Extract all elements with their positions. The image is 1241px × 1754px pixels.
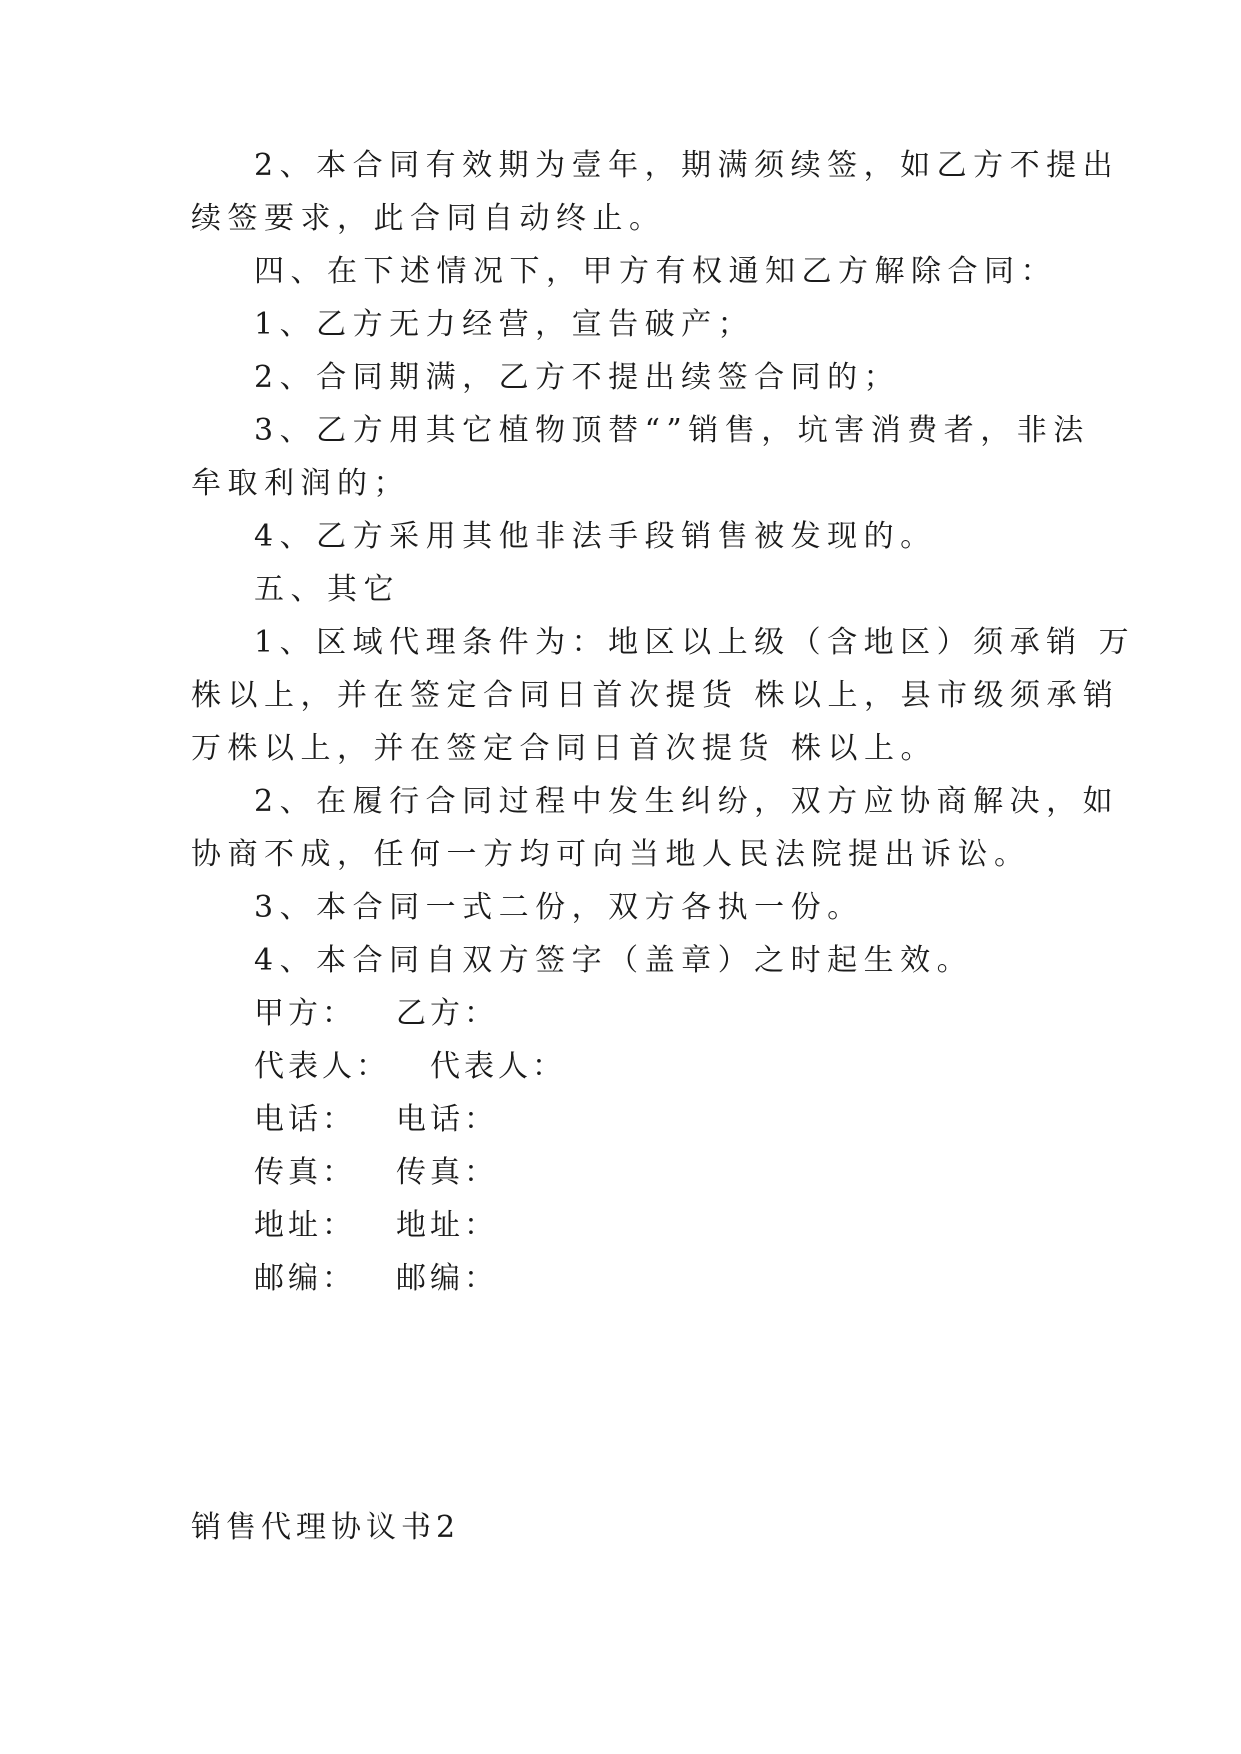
clause-5-1-line-2: 株以上，并在签定合同日首次提货 株以上，县市级须承销 bbox=[191, 678, 1120, 713]
clause-5-1-line-1: 1、区域代理条件为：地区以上级（含地区）须承销 万 bbox=[254, 625, 1136, 660]
signature-label-address-a: 地址： bbox=[254, 1208, 356, 1243]
section-4-heading: 四、在下述情况下，甲方有权通知乙方解除合同： bbox=[254, 254, 1057, 289]
signature-label-representative-b: 代表人： bbox=[430, 1049, 566, 1084]
signature-label-postcode-a: 邮编： bbox=[254, 1261, 356, 1296]
signature-row-fax bbox=[254, 1153, 498, 1193]
clause-5-2-line-1: 2、在履行合同过程中发生纠纷，双方应协商解决，如 bbox=[254, 784, 1120, 819]
signature-label-postcode-b: 邮编： bbox=[396, 1261, 498, 1296]
clause-5-2-line-2: 协商不成，任何一方均可向当地人民法院提出诉讼。 bbox=[191, 837, 1031, 872]
section-5-heading: 五、其它 bbox=[254, 572, 400, 607]
clause-4-2: 2、合同期满，乙方不提出续签合同的； bbox=[254, 360, 901, 395]
signature-row-phone bbox=[254, 1100, 498, 1140]
paragraph-2-line-1: 2、本合同有效期为壹年，期满须续签，如乙方不提出 bbox=[254, 148, 1120, 183]
clause-4-4: 4、乙方采用其他非法手段销售被发现的。 bbox=[254, 519, 937, 554]
next-document-title: 销售代理协议书2 bbox=[191, 1510, 461, 1545]
clause-4-3-line-2: 牟取利润的； bbox=[191, 466, 410, 501]
signature-label-phone-b: 电话： bbox=[396, 1102, 498, 1137]
clause-4-1: 1、乙方无力经营，宣告破产； bbox=[254, 307, 755, 342]
clause-5-1-line-3: 万株以上，并在签定合同日首次提货 株以上。 bbox=[191, 731, 938, 766]
signature-row-address bbox=[254, 1206, 498, 1246]
signature-row-postcode bbox=[254, 1259, 498, 1299]
signature-label-representative-a: 代表人： bbox=[254, 1049, 390, 1084]
clause-5-3: 3、本合同一式二份，双方各执一份。 bbox=[254, 890, 864, 925]
signature-row-representative bbox=[254, 1047, 566, 1087]
paragraph-2-line-2: 续签要求，此合同自动终止。 bbox=[191, 201, 666, 236]
signature-label-phone-a: 电话： bbox=[254, 1102, 356, 1137]
signature-label-address-b: 地址： bbox=[396, 1208, 498, 1243]
signature-label-party-b: 乙方： bbox=[396, 996, 498, 1031]
clause-4-3-line-1: 3、乙方用其它植物顶替“”销售，坑害消费者，非法 bbox=[254, 413, 1090, 448]
signature-label-fax-a: 传真： bbox=[254, 1155, 356, 1190]
clause-5-4: 4、本合同自双方签字（盖章）之时起生效。 bbox=[254, 943, 974, 978]
signature-label-fax-b: 传真： bbox=[396, 1155, 498, 1190]
signature-row-party bbox=[254, 994, 498, 1034]
signature-label-party-a: 甲方： bbox=[254, 996, 356, 1031]
